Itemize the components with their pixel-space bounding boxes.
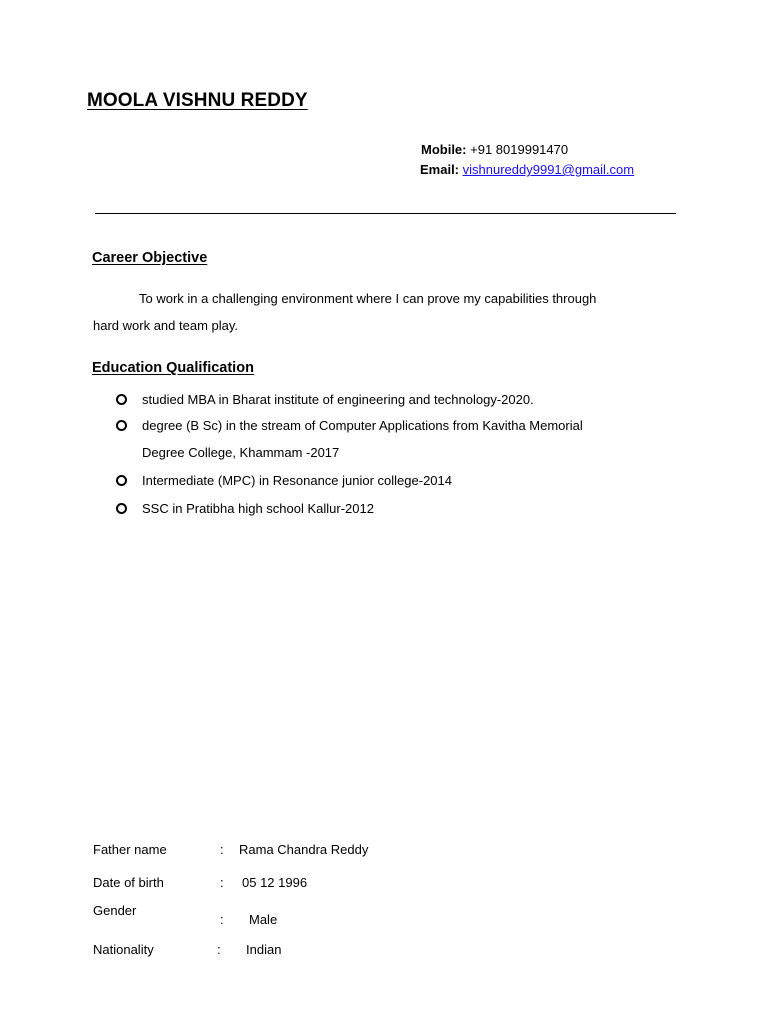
career-objective-heading: Career Objective [92, 250, 208, 266]
career-objective-line-2: hard work and team play. [93, 318, 238, 333]
bullet-icon [116, 394, 127, 405]
bullet-icon [116, 503, 127, 514]
gender-value: Male [249, 912, 278, 927]
mobile-line [421, 142, 568, 157]
email-label: Email: [420, 162, 460, 177]
education-heading: Education Qualification [92, 360, 254, 376]
email-link[interactable]: vishnureddy9991@gmail.com [462, 162, 635, 177]
education-item-mba: studied MBA in Bharat institute of engineering and technology-2020. [142, 392, 534, 407]
career-objective-line-1: To work in a challenging environment where I can prove my capabilities through [139, 291, 597, 306]
education-item-degree-line-1: degree (B Sc) in the stream of Computer Applications from Kavitha Memorial [142, 418, 583, 433]
dob-label: Date of birth [93, 875, 164, 890]
gender-separator: : [220, 912, 224, 927]
dob-separator: : [220, 875, 224, 890]
dob-value: 05 12 1996 [242, 875, 308, 890]
education-item-ssc: SSC in Pratibha high school Kallur-2012 [142, 501, 374, 516]
nationality-label: Nationality [93, 942, 154, 957]
education-item-degree-line-2: Degree College, Khammam -2017 [142, 445, 340, 460]
gender-label: Gender [93, 903, 137, 918]
education-item-intermediate: Intermediate (MPC) in Resonance junior college-2014 [142, 473, 452, 488]
mobile-label: Mobile: [421, 142, 467, 157]
nationality-separator: : [217, 942, 221, 957]
bullet-icon [116, 475, 127, 486]
candidate-name: MOOLA VISHNU REDDY [87, 90, 308, 111]
mobile-value: +91 8019991470 [470, 142, 569, 157]
father-name-separator: : [220, 842, 224, 857]
email-line [420, 162, 634, 177]
father-name-value: Rama Chandra Reddy [239, 842, 369, 857]
header-divider [95, 213, 676, 214]
father-name-label: Father name [93, 842, 167, 857]
nationality-value: Indian [246, 942, 282, 957]
bullet-icon [116, 420, 127, 431]
